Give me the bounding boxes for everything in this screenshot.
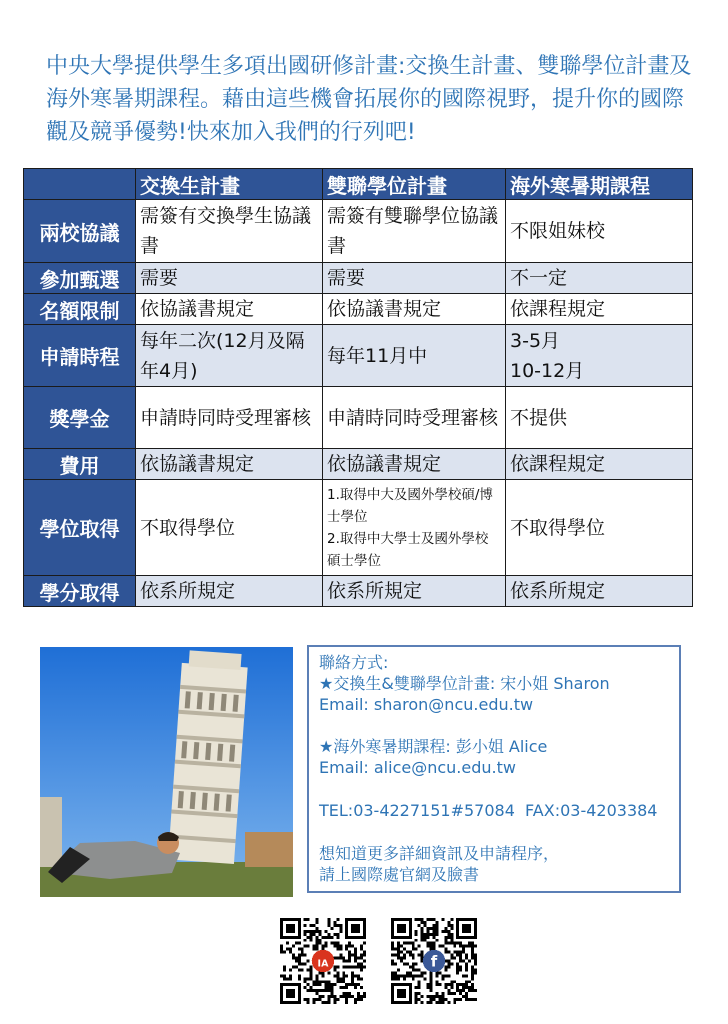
column-header-dual-degree: 雙聯學位計畫 [323,169,506,200]
table-cell: 需要 [136,263,323,294]
table-cell: 每年11月中 [323,325,506,387]
row-label: 學分取得 [24,576,136,607]
table-row [24,200,693,263]
column-header-exchange: 交換生計畫 [136,169,323,200]
qr-code-website[interactable] [280,918,366,1004]
table-row [24,325,693,387]
spacer [319,821,669,843]
intro-text: 中央大學提供學生多項出國研修計畫:交換生計畫、雙聯學位計畫及海外寒暑期課程。藉由這些機會拓展你的國際視野，提升你的國際觀及競爭優勢!快來加入我們的行列吧! [46,54,692,145]
row-label: 獎學金 [24,387,136,449]
table-cell: 不一定 [506,263,693,294]
table-cell: 不提供 [506,387,693,449]
program-comparison-table [23,168,693,607]
table-cell: 依協議書規定 [323,449,506,480]
table-cell: 1.取得中大及國外學校碩/博士學位 2.取得中大學士及國外學校碩士學位 [323,480,506,576]
table-cell: 需簽有雙聯學位協議書 [323,200,506,263]
table-cell: 依系所規定 [136,576,323,607]
table-row [24,576,693,607]
qr-code-facebook[interactable] [391,918,477,1004]
table-cell: 申請時同時受理審核 [323,387,506,449]
table-cell: 依課程規定 [506,449,693,480]
row-label: 兩校協議 [24,200,136,263]
table-row [24,387,693,449]
leaning-tower-photo [40,647,293,897]
contact-info-box [307,645,681,893]
contact-email-sharon[interactable]: Email: sharon@ncu.edu.tw [319,695,534,714]
ia-logo-icon-label: IA [317,958,329,970]
table-row [24,263,693,294]
spacer [319,715,669,736]
table-cell: 需簽有交換學生協議書 [136,200,323,263]
row-label: 學位取得 [24,480,136,576]
contact-more-info-2: 請上國際處官網及臉書 [319,865,480,884]
table-corner-cell [24,169,136,200]
table-cell: 依課程規定 [506,294,693,325]
table-row [24,449,693,480]
table-row [24,480,693,576]
row-label: 名額限制 [24,294,136,325]
contact-line-summer: ★海外寒暑期課程: 彭小姐 Alice [319,737,548,756]
table-cell: 3-5月 10-12月 [506,325,693,387]
table-cell: 申請時同時受理審核 [136,387,323,449]
table-cell: 需要 [323,263,506,294]
column-header-summer-winter: 海外寒暑期課程 [506,169,693,200]
table-cell: 依系所規定 [506,576,693,607]
table-cell: 依系所規定 [323,576,506,607]
contact-heading: 聯絡方式: [319,653,389,672]
table-cell: 依協議書規定 [136,449,323,480]
table-cell: 不限姐妹校 [506,200,693,263]
leaning-tower-illustration [40,647,293,897]
table-cell: 不取得學位 [506,480,693,576]
contact-phone-fax: TEL:03-4227151#57084 FAX:03-4203384 [319,801,658,820]
table-cell: 依協議書規定 [323,294,506,325]
table-cell: 依協議書規定 [136,294,323,325]
row-label: 參加甄選 [24,263,136,294]
facebook-logo-icon-label: f [430,953,438,971]
row-label: 費用 [24,449,136,480]
contact-line-exchange: ★交換生&雙聯學位計畫: 宋小姐 Sharon [319,674,610,693]
table-header-row [24,169,693,200]
spacer [319,778,669,800]
table-row [24,294,693,325]
table-cell: 不取得學位 [136,480,323,576]
contact-more-info-1: 想知道更多詳細資訊及申請程序， [319,844,560,863]
row-label: 申請時程 [24,325,136,387]
table-cell: 每年二次(12月及隔年4月) [136,325,323,387]
contact-email-alice[interactable]: Email: alice@ncu.edu.tw [319,758,516,777]
